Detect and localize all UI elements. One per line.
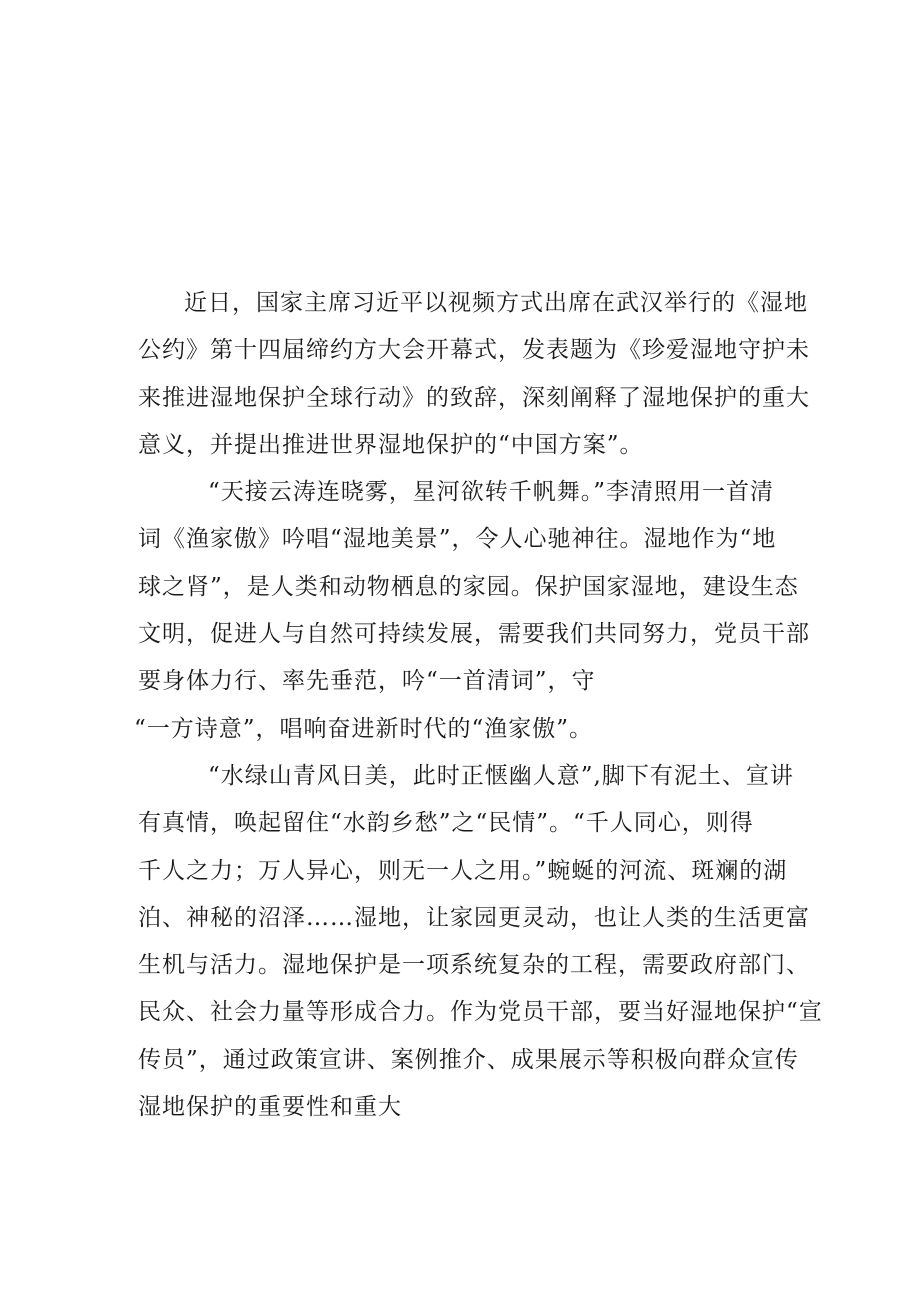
paragraph-3 — [138, 753, 823, 1131]
paragraph-line: 传员”，通过政策宣讲、案例推介、成果展示等积极向群众宣传 — [138, 1046, 799, 1073]
paragraph-2 — [134, 469, 810, 753]
paragraph-line: 公约》第十四届缔约方大会开幕式，发表题为《珍爱湿地守护未 — [138, 337, 810, 364]
paragraph-line: 文明，促进人与自然可持续发展，需要我们共同努力，党员干部 — [138, 621, 810, 648]
paragraph-line: 意义，并提出推进世界湿地保护的“中国方案”。 — [138, 431, 644, 458]
paragraph-line: 有真情，唤起留住“水韵乡愁”之“民情”。“千人同心，则得 — [138, 810, 754, 837]
paragraph-1 — [138, 280, 810, 469]
paragraph-line: “天接云涛连晓雾，星河欲转千帆舞。”李清照用一首清 — [208, 479, 775, 506]
paragraph-line: 要身体力行、率先垂范，吟“一首清词”，守 — [138, 668, 596, 695]
paragraph-line: 生机与活力。湿地保护是一项系统复杂的工程，需要政府部门、 — [138, 952, 810, 979]
paragraph-line: “水绿山青风日美，此时正惬幽人意”,脚下有泥土、宣讲 — [208, 762, 794, 789]
paragraph-line: 泊、神秘的沼泽……湿地，让家园更灵动，也让人类的生活更富 — [138, 904, 810, 931]
paragraph-line: “一方诗意”，唱响奋进新时代的“渔家傲”。 — [134, 715, 594, 742]
paragraph-line: 来推进湿地保护全球行动》的致辞，深刻阐释了湿地保护的重大 — [138, 384, 810, 411]
paragraph-line: 民众、社会力量等形成合力。作为党员干部，要当好湿地保护“宣 — [138, 999, 823, 1026]
paragraph-line: 千人之力；万人异心，则无一人之用。”蜿蜒的河流、斑斓的湖 — [138, 857, 788, 884]
document-body — [134, 280, 823, 1131]
paragraph-line: 词《渔家傲》吟唱“湿地美景”，令人心驰神往。湿地作为“地 — [138, 526, 777, 553]
paragraph-line: 湿地保护的重要性和重大 — [138, 1094, 402, 1121]
paragraph-line: 球之肾”，是人类和动物栖息的家园。保护国家湿地，建设生态 — [138, 573, 799, 600]
paragraph-line: 近日，国家主席习近平以视频方式出席在武汉举行的《湿地 — [184, 290, 808, 316]
